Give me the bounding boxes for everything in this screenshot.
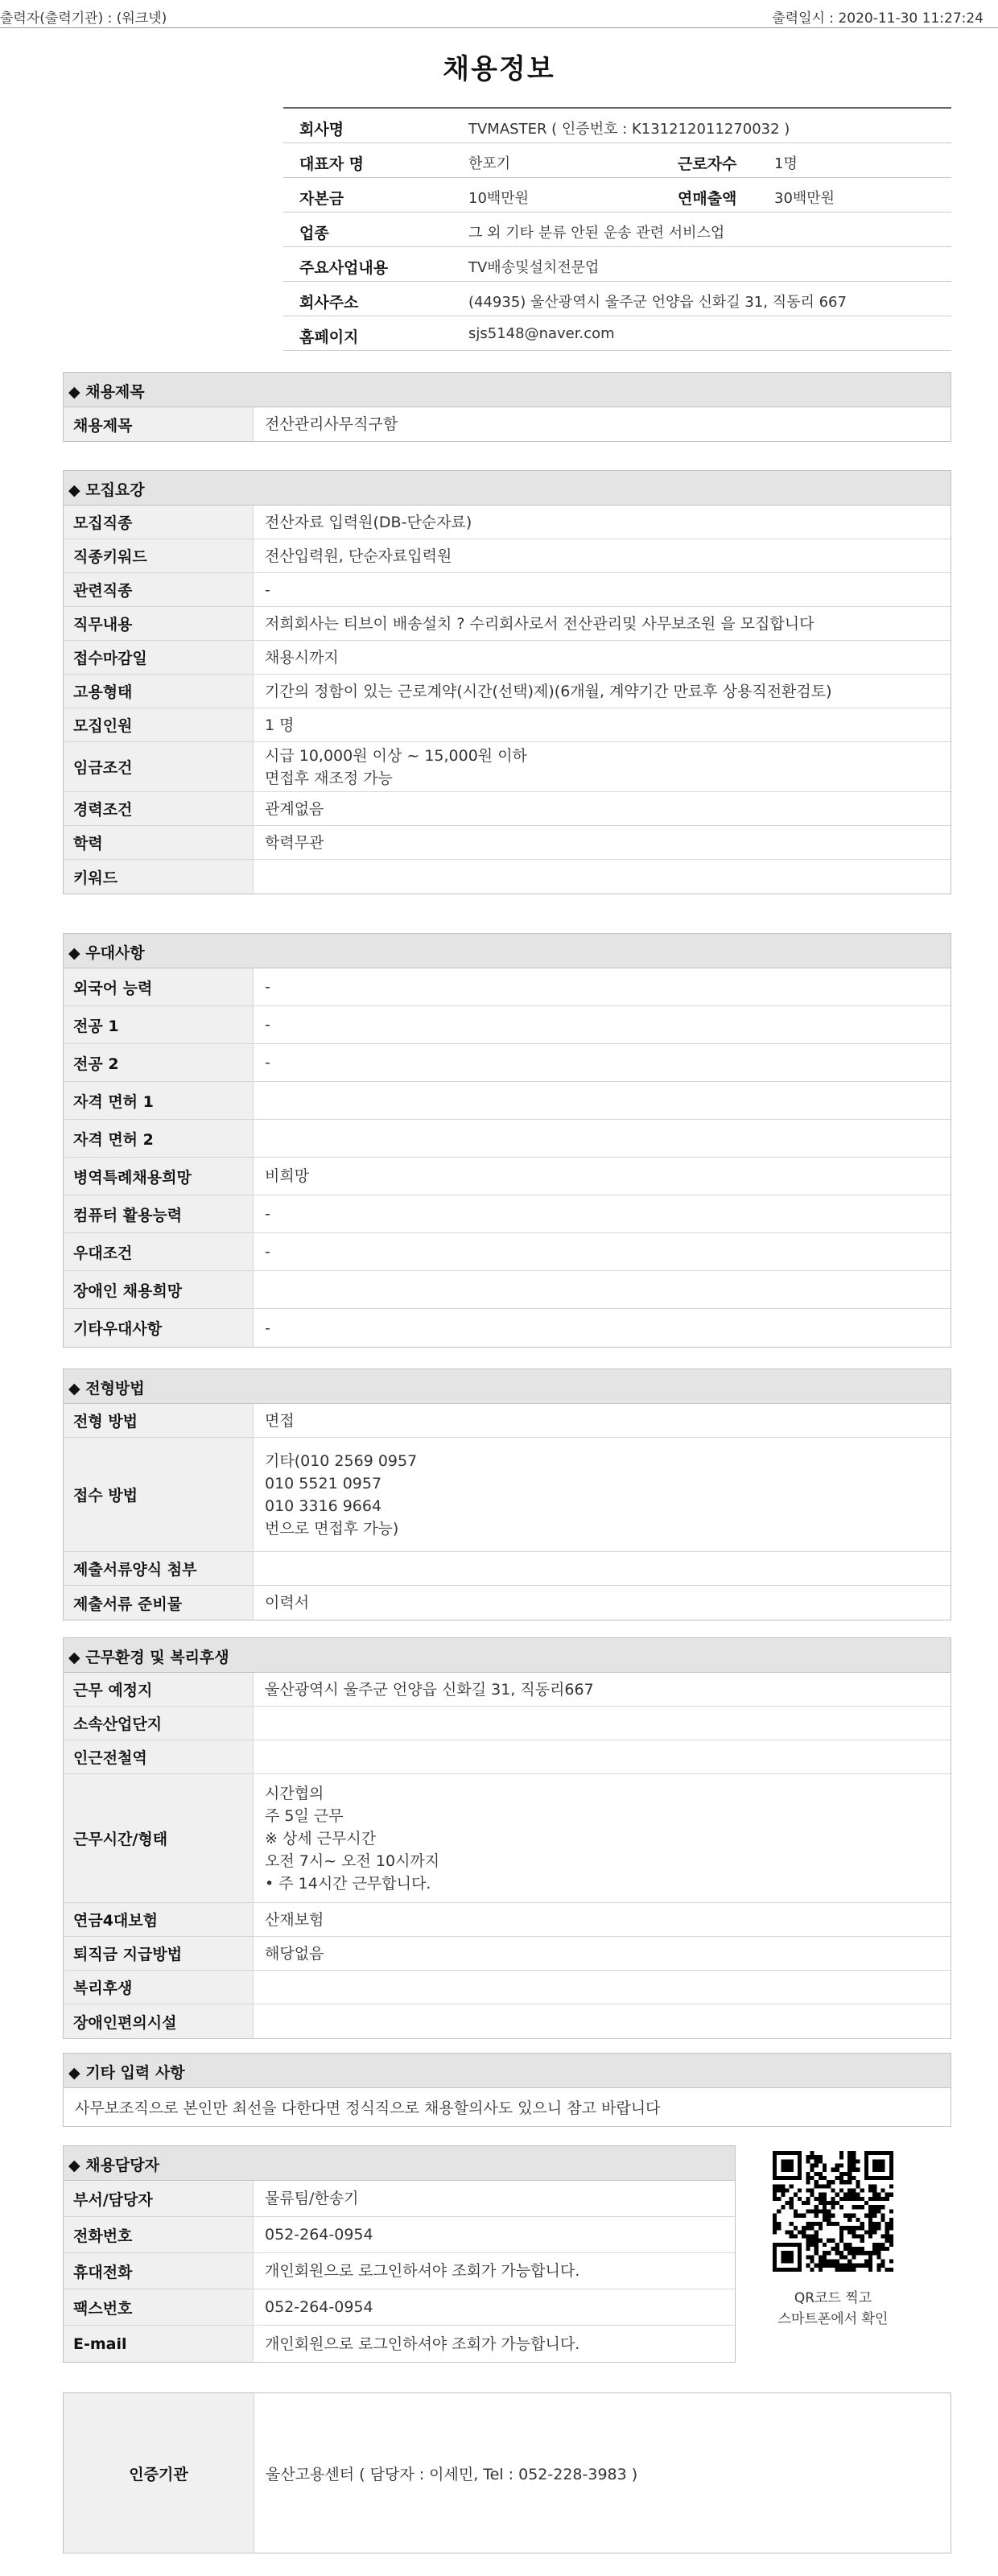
- row-value: [254, 2181, 735, 2216]
- row-value-line: -: [265, 978, 270, 996]
- row-value-line: -: [265, 1243, 270, 1261]
- section-heading: ◆ 기타 입력 사항: [68, 2064, 185, 2082]
- row-value: [254, 1774, 951, 1902]
- row-label: 장애인 채용희망: [64, 1271, 254, 1308]
- row-label: 키워드: [64, 860, 254, 894]
- section-heading: ◆ 우대사항: [68, 944, 145, 962]
- table-row: [64, 1195, 951, 1233]
- row-value: [254, 792, 951, 825]
- row-value: [254, 1044, 951, 1081]
- row-label: 부서/담당자: [64, 2181, 254, 2216]
- row-label: 고용형태: [64, 675, 254, 708]
- table-row: [64, 2181, 735, 2217]
- row-value-line: ※ 상세 근무시간: [265, 1829, 377, 1847]
- recruitment-rows: [64, 506, 951, 894]
- row-value-line: 면접: [265, 1411, 295, 1430]
- row-value-line: 번으로 면접후 가능): [265, 1519, 399, 1538]
- ceo-value: 한포기: [468, 155, 511, 172]
- table-row: [64, 607, 951, 641]
- row-value-line: 울산광역시 울주군 언양읍 신화길 31, 직동리667: [265, 1680, 594, 1699]
- row-value: [254, 1903, 951, 1936]
- row-value-line: 시급 10,000원 이상 ~ 15,000원 이하: [265, 746, 527, 765]
- row-label: 우대조건: [64, 1233, 254, 1270]
- table-row: [64, 1707, 951, 1740]
- table-row: [64, 1438, 951, 1552]
- row-label: 근무시간/형태: [64, 1774, 254, 1902]
- table-row: [64, 708, 951, 742]
- row-value-line: 해당없음: [265, 1944, 324, 1963]
- row-value: [254, 968, 951, 1005]
- row-value-line: 010 3316 9664: [265, 1496, 382, 1515]
- section-environment: [63, 1637, 951, 2039]
- section-header: [64, 2146, 735, 2181]
- row-value-line: 학력무관: [265, 833, 324, 852]
- row-label: 전공 2: [64, 1044, 254, 1081]
- print-header: [0, 6, 998, 26]
- table-row: [64, 2217, 735, 2253]
- section-heading: ◆ 채용담당자: [68, 2157, 159, 2174]
- row-value: [254, 506, 951, 539]
- section-header: [64, 471, 951, 506]
- row-label: 학력: [64, 826, 254, 859]
- row-value: [254, 742, 951, 791]
- row-value-line: 시간협의: [265, 1784, 324, 1802]
- row-label: 자격 면허 2: [64, 1120, 254, 1157]
- company-row-address: [283, 282, 951, 316]
- row-value: [254, 573, 951, 606]
- row-value-line: 채용시까지: [265, 648, 339, 667]
- capital-value: 10백만원: [468, 190, 530, 207]
- table-row: [64, 573, 951, 607]
- section-header: [64, 373, 951, 407]
- company-info: [283, 107, 951, 351]
- table-row: [64, 506, 951, 539]
- table-row: [64, 1937, 951, 1971]
- row-value-line: -: [265, 580, 270, 599]
- row-value: [254, 2253, 735, 2289]
- row-value-line: 052-264-0954: [265, 2298, 373, 2316]
- row-value: [254, 2217, 735, 2252]
- row-value-line: 052-264-0954: [265, 2226, 373, 2244]
- table-row: [64, 1082, 951, 1120]
- row-value-line: 면접후 재조정 가능: [265, 769, 393, 787]
- table-row: [64, 1586, 951, 1620]
- row-value-line: 010 5521 0957: [265, 1474, 382, 1492]
- section-other: [63, 2053, 951, 2127]
- business-label: 주요사업내용: [299, 259, 389, 277]
- row-value: [254, 607, 951, 640]
- section-heading: ◆ 전형방법: [68, 1380, 145, 1397]
- row-label: 채용제목: [64, 407, 254, 441]
- row-value: [254, 1195, 951, 1232]
- table-row: [64, 1774, 951, 1903]
- row-value-line: 이력서: [265, 1594, 310, 1612]
- row-value: [254, 641, 951, 674]
- row-value-line: -: [265, 1016, 270, 1034]
- company-row-capital: [283, 178, 951, 213]
- selection-rows: [64, 1404, 951, 1620]
- row-label: 외국어 능력: [64, 968, 254, 1005]
- row-label: 직종키워드: [64, 539, 254, 572]
- capital-label: 자본금: [299, 190, 344, 208]
- section-job-title: [63, 372, 951, 442]
- row-value: [254, 2289, 735, 2325]
- table-row: [64, 407, 951, 441]
- row-label: 모집인원: [64, 708, 254, 741]
- row-value-line: -: [265, 1205, 270, 1223]
- section-header: [64, 934, 951, 968]
- ceo-label: 대표자 명: [299, 155, 365, 173]
- section-preferences: [63, 933, 951, 1348]
- row-value: [254, 1404, 951, 1437]
- row-value-line: 비희망: [265, 1167, 310, 1185]
- printed-at: 출력일시 : 2020-11-30 11:27:24: [772, 10, 984, 27]
- table-row: [64, 1006, 951, 1044]
- table-row: [64, 641, 951, 675]
- table-row: [64, 2004, 951, 2038]
- company-row-business: [283, 247, 951, 282]
- sales-label: 연매출액: [678, 190, 737, 208]
- cert-value: 울산고용센터 ( 담당자 : 이세민, Tel : 052-228-3983 ): [266, 2465, 638, 2483]
- row-label: 접수 방법: [64, 1438, 254, 1551]
- section-header: [64, 1638, 951, 1673]
- homepage-link[interactable]: sjs5148@naver.com: [468, 325, 615, 342]
- row-value: [254, 708, 951, 741]
- company-row-homepage: [283, 316, 951, 351]
- row-label: 직무내용: [64, 607, 254, 640]
- section-heading: ◆ 모집요강: [68, 481, 145, 499]
- row-label: 휴대전화: [64, 2253, 254, 2289]
- company-row-ceo: [283, 143, 951, 178]
- table-row: [64, 1971, 951, 2004]
- row-value-line: 전산자료 입력원(DB-단순자료): [265, 513, 472, 531]
- table-row: [64, 2253, 735, 2289]
- table-row: [64, 860, 951, 894]
- section-certification: [63, 2392, 951, 2553]
- row-label: 연금4대보험: [64, 1903, 254, 1936]
- row-value: [254, 1309, 951, 1347]
- row-value-line: 개인회원으로 로그인하셔야 조회가 가능합니다.: [265, 2334, 580, 2353]
- address-label: 회사주소: [299, 294, 359, 312]
- section-heading: ◆ 채용제목: [68, 383, 145, 401]
- table-row: [64, 1552, 951, 1586]
- business-value: TV배송및설치전문업: [468, 259, 600, 276]
- row-value-line: 물류팀/한송기: [265, 2190, 359, 2207]
- company-name-label: 회사명: [299, 121, 344, 138]
- printed-by: 출력자(출력기관) : (워크넷): [0, 10, 167, 27]
- company-row-name: [283, 109, 951, 143]
- row-label: 전화번호: [64, 2217, 254, 2252]
- cert-label: 인증기관: [64, 2393, 254, 2553]
- row-value: [254, 1271, 951, 1308]
- row-label: 자격 면허 1: [64, 1082, 254, 1119]
- address-value: (44935) 울산광역시 울주군 언양읍 신화길 31, 직동리 667: [468, 294, 847, 311]
- row-label: 소속산업단지: [64, 1707, 254, 1740]
- row-value: [254, 1120, 951, 1157]
- table-row: [64, 1404, 951, 1438]
- row-value-line: 1 명: [265, 716, 295, 734]
- qr-caption-line-2: 스마트폰에서 확인: [777, 2311, 889, 2327]
- row-value: 전산관리사무직구함: [265, 415, 398, 433]
- table-row: [64, 968, 951, 1006]
- table-row: [64, 2289, 735, 2326]
- recruiter-rows: [64, 2181, 735, 2362]
- row-label: 컴퓨터 활용능력: [64, 1195, 254, 1232]
- row-value: [254, 1707, 951, 1740]
- environment-rows: [64, 1673, 951, 2038]
- row-value: [254, 860, 951, 894]
- row-label: 전형 방법: [64, 1404, 254, 1437]
- page-title: 채용정보: [443, 53, 555, 85]
- row-label: 기타우대사항: [64, 1309, 254, 1347]
- table-row: [64, 1044, 951, 1082]
- table-row: [64, 539, 951, 573]
- sales-value: 30백만원: [774, 190, 835, 207]
- row-value-line: 주 5일 근무: [265, 1806, 344, 1825]
- qr-code-icon: [773, 2151, 893, 2272]
- row-value-line: 관계없음: [265, 799, 324, 818]
- row-value-line: 산재보험: [265, 1910, 324, 1929]
- row-label: 제출서류양식 첨부: [64, 1552, 254, 1585]
- row-value-line: 기간의 정함이 있는 근로계약(시간(선택)제)(6개월, 계약기간 만료후 상용직전환검토): [265, 682, 832, 700]
- table-row: [64, 1673, 951, 1707]
- row-label: 접수마감일: [64, 641, 254, 674]
- row-value-line: -: [265, 1319, 270, 1337]
- row-label: 관련직종: [64, 573, 254, 606]
- row-label: 복리후생: [64, 1971, 254, 2004]
- row-value-line: • 주 14시간 근무합니다.: [265, 1874, 431, 1893]
- row-label: 임금조건: [64, 742, 254, 791]
- row-label: 인근전철역: [64, 1740, 254, 1773]
- row-label: 모집직종: [64, 506, 254, 539]
- table-row: [64, 826, 951, 860]
- row-value-line: 오전 7시~ 오전 10시까지: [265, 1852, 440, 1870]
- row-value-line: -: [265, 1054, 270, 1071]
- employees-value: 1명: [774, 155, 798, 172]
- row-label: 팩스번호: [64, 2289, 254, 2325]
- row-value: [254, 2326, 735, 2362]
- table-row: [64, 792, 951, 826]
- section-recruiter: [63, 2145, 736, 2363]
- table-row: [64, 1740, 951, 1774]
- table-row: [64, 1309, 951, 1347]
- row-value: [254, 1006, 951, 1043]
- company-row-industry: [283, 213, 951, 247]
- row-value: [254, 1586, 951, 1620]
- row-label: 병역특례채용희망: [64, 1158, 254, 1195]
- row-value-line: 저희회사는 티브이 배송설치 ? 수리회사로서 전산관리및 사무보조원 을 모집합니다: [265, 614, 814, 633]
- row-value: [254, 1673, 951, 1706]
- row-value: [254, 1552, 951, 1585]
- row-value: [254, 1971, 951, 2004]
- table-row: [64, 1158, 951, 1195]
- qr-caption: [757, 2288, 909, 2330]
- row-label: 전공 1: [64, 1006, 254, 1043]
- row-label: 장애인편의시설: [64, 2004, 254, 2038]
- row-value: [254, 1740, 951, 1773]
- section-selection: [63, 1368, 951, 1620]
- table-row: [64, 742, 951, 792]
- row-label: 퇴직금 지급방법: [64, 1937, 254, 1970]
- row-value: [254, 1082, 951, 1119]
- table-row: [64, 1120, 951, 1158]
- row-value: [254, 539, 951, 572]
- industry-value: 그 외 기타 분류 안된 운송 관련 서비스업: [468, 225, 725, 242]
- header-divider: [0, 27, 998, 28]
- row-value: [254, 1158, 951, 1195]
- section-heading: ◆ 근무환경 및 복리후생: [68, 1649, 229, 1666]
- row-label: E-mail: [64, 2326, 254, 2362]
- row-label: 근무 예정지: [64, 1673, 254, 1706]
- row-value: [254, 2004, 951, 2038]
- row-label: 제출서류 준비물: [64, 1586, 254, 1620]
- table-row: [64, 1271, 951, 1309]
- preferences-rows: [64, 968, 951, 1347]
- section-recruitment: [63, 470, 951, 894]
- section-header: [64, 1369, 951, 1404]
- table-row: [64, 675, 951, 708]
- table-row: [64, 1903, 951, 1937]
- industry-label: 업종: [299, 225, 329, 242]
- company-name: TVMASTER ( 인증번호 : K131212011270032 ): [468, 121, 790, 138]
- homepage-label: 홈페이지: [299, 328, 359, 346]
- row-value-line: 기타(010 2569 0957: [265, 1451, 418, 1470]
- qr-caption-line-1: QR코드 찍고: [794, 2290, 872, 2306]
- table-row: [64, 2326, 735, 2362]
- employees-label: 근로자수: [678, 155, 737, 173]
- row-value-line: 개인회원으로 로그인하셔야 조회가 가능합니다.: [265, 2262, 580, 2280]
- row-value-line: 전산입력원, 단순자료입력원: [265, 547, 452, 565]
- row-value: [254, 826, 951, 859]
- row-value: [254, 1233, 951, 1270]
- other-text: 사무보조직으로 본인만 최선을 다한다면 정식직으로 채용할의사도 있으니 참고 바랍니다: [75, 2099, 661, 2117]
- row-value: [254, 675, 951, 708]
- section-header: [64, 2054, 951, 2088]
- row-label: 경력조건: [64, 792, 254, 825]
- table-row: [64, 1233, 951, 1271]
- row-value: [254, 1438, 951, 1551]
- row-value: [254, 1937, 951, 1970]
